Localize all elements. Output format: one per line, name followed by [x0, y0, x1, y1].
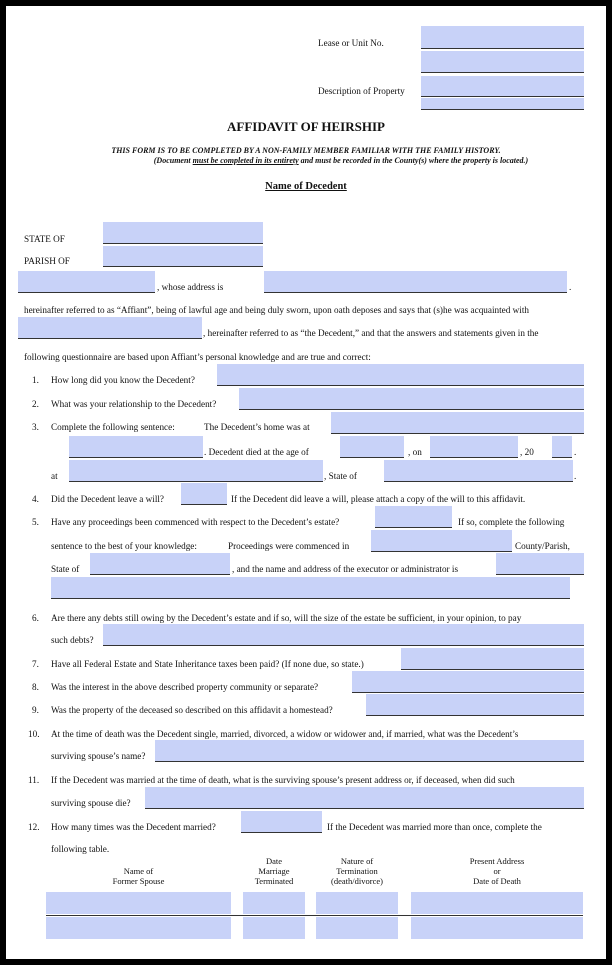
q10-answer-field[interactable] [155, 740, 584, 762]
table-row-1-spouse[interactable] [46, 892, 231, 914]
whose-address-text: , whose address is [157, 282, 224, 292]
lease-unit-field-2[interactable] [421, 51, 584, 73]
description-label: Description of Property [318, 86, 405, 96]
q5-answer-field[interactable] [375, 506, 452, 528]
q4-answer-field[interactable] [181, 483, 227, 505]
q1-answer-field[interactable] [217, 364, 584, 386]
table-row-2-spouse[interactable] [46, 917, 231, 939]
q3-text: Complete the following sentence: [51, 422, 175, 432]
table-header-present-address: Present Address or Date of Death [469, 856, 525, 886]
q3-age-field[interactable] [340, 436, 404, 458]
q3-died-age-text: . Decedent died at the age of [204, 447, 309, 457]
q8-answer-field[interactable] [352, 671, 584, 693]
affiant-name-field[interactable] [18, 271, 155, 293]
table-row-2-nature[interactable] [316, 917, 398, 939]
q5-text: Have any proceedings been commenced with respect to the Decedent’s estate? [51, 517, 340, 527]
description-field-2[interactable] [421, 98, 584, 110]
q4-text: Did the Decedent leave a will? [51, 494, 165, 504]
q3-year-field[interactable] [552, 436, 572, 458]
parish-field[interactable] [103, 246, 263, 267]
q3-home-field[interactable] [331, 412, 584, 434]
form-title: AFFIDAVIT OF HEIRSHIP [227, 119, 385, 134]
q2-text: What was your relationship to the Decedent? [51, 399, 217, 409]
q3-home-text: The Decedent’s home was at [204, 422, 310, 432]
affiant-text: hereinafter referred to as “Affiant”, being of lawful age and being duly sworn, upon oath deposes and says that (s)he was acquainted with [24, 305, 529, 315]
following-text: following questionnaire are based upon Affiant’s personal knowledge and are true and correct: [24, 352, 371, 362]
q7-text: Have all Federal Estate and State Inheritance taxes been paid? (If none due, so state.) [51, 659, 364, 669]
table-row-1-date[interactable] [243, 892, 305, 914]
q1-text: How long did you know the Decedent? [51, 375, 195, 385]
table-row-1-address[interactable] [411, 892, 583, 914]
q4-after-text: If the Decedent did leave a will, please attach a copy of the will to this affidavit. [231, 494, 526, 504]
q10-text: At the time of death was the Decedent single, married, divorced, a widow or widower and, if married, what was the Decedent’s [51, 729, 519, 739]
description-field[interactable] [421, 76, 584, 97]
q11-text: If the Decedent was married at the time of death, what is the surviving spouse’s present address or, if deceased, when did such [51, 775, 515, 785]
table-header-nature-termination: Nature of Termination (death/divorce) [331, 856, 383, 886]
table-row-1-nature[interactable] [316, 892, 398, 914]
q7-answer-field[interactable] [401, 648, 584, 670]
q5-executor-field-2[interactable] [51, 577, 570, 599]
affidavit-page: Lease or Unit No. Description of Property AFFIDAVIT OF HEIRSHIP THIS FORM IS TO BE COMPLETED BY A NON-FAMILY MEMBER FAMILIAR WITH THE FAMILY HISTORY. (Document must be completed in its entirety and must be recorded in the County(s) where the property is located.) Name of Decedent STATE OF PARISH OF , whose address is . hereinafter referred to as “Affiant”, being of lawful age and being duly sworn, upon oath deposes and says that (s)he was acquainted with , hereinafter referred to as “the Decedent,” and that the answers and statements given in the following questionnaire are based upon Affiant’s personal knowledge and are true and correct: 1. How long did you know the Decedent? 2. What was your relationship to the Decedent? 3. Complete the following sentence: The Decedent’s home was at . Decedent died at the age of , on , 20 . at , State of . 4. Did the Decedent leave a will? If the Decedent did leave a will, please attach a copy of the will to this affidavit. 5. Have any proceedings been commenced with respect to the Decedent’s estate? If so, complete the following sentence to the best of your knowledge: Proceedings were commenced in County/Parish, State of , and the name and address of the executor or administrator is 6. Are there any debts still owing by the Decedent’s estate and if so, will the size of the estate be sufficient, in your opinion, to pay such debts? 7. Have all Federal Estate and State Inheritance taxes been paid? (If none due, so state.) 8. Was the interest in the above described property community or separate? 9. Was the property of the deceased so described on this affidavit a homestead? 10. At the time of death was the Decedent single, married, divorced, a widow or widower and, if married, what was the Decedent’s surviving spouse’s name? 11. If the Decedent was married at the time of death, what is the surviving spouse’s present address or, if deceased, when did such surviving spouse die? 12. How many times was the Decedent married? If the Decedent was married more than once, complete the following table. Name of Former Spouse Date Marriage Terminated Nature of Termination (death/divorce) Present Address or Date of Death [6, 6, 606, 959]
q2-answer-field[interactable] [239, 388, 584, 410]
q5-state-field[interactable] [90, 553, 230, 575]
lease-unit-field[interactable] [421, 26, 584, 49]
decedent-text: , hereinafter referred to as “the Decedent,” and that the answers and statements given in the [203, 328, 539, 338]
q3-home-field-2[interactable] [69, 436, 203, 458]
q5-executor-field[interactable] [496, 553, 584, 575]
q3-date-field[interactable] [430, 436, 518, 458]
section-heading: Name of Decedent [265, 181, 347, 192]
affiant-address-field[interactable] [264, 271, 567, 293]
table-row-divider [46, 915, 583, 916]
q9-text: Was the property of the deceased so described on this affidavit a homestead? [51, 705, 333, 715]
parish-label: PARISH OF [24, 256, 70, 266]
q3-state-field[interactable] [384, 460, 573, 482]
q6-text: Are there any debts still owing by the Decedent’s estate and if so, will the size of the estate be sufficient, in your opinion, to pay [51, 613, 522, 623]
table-row-2-date[interactable] [243, 917, 305, 939]
q6-answer-field[interactable] [103, 624, 584, 646]
q9-answer-field[interactable] [366, 694, 584, 716]
q12-answer-field[interactable] [241, 811, 322, 833]
notice-line-2: (Document must be completed in its entirety and must be recorded in the County(s) where the property is located.) [153, 156, 529, 165]
table-header-date-terminated: Date Marriage Terminated [254, 856, 294, 886]
decedent-name-field[interactable] [18, 317, 202, 339]
lease-label: Lease or Unit No. [318, 38, 384, 48]
state-label: STATE OF [24, 234, 65, 244]
q8-text: Was the interest in the above described property community or separate? [51, 682, 319, 692]
table-row-2-address[interactable] [411, 917, 583, 939]
q11-answer-field[interactable] [145, 787, 584, 809]
q3-place-field[interactable] [69, 460, 323, 482]
notice-line-1: THIS FORM IS TO BE COMPLETED BY A NON-FAMILY MEMBER FAMILIAR WITH THE FAMILY HISTORY. [111, 146, 501, 155]
table-header-former-spouse: Name of Former Spouse [112, 866, 165, 886]
q5-county-field[interactable] [371, 530, 512, 552]
q12-text: How many times was the Decedent married? [51, 822, 216, 832]
state-field[interactable] [103, 222, 263, 244]
